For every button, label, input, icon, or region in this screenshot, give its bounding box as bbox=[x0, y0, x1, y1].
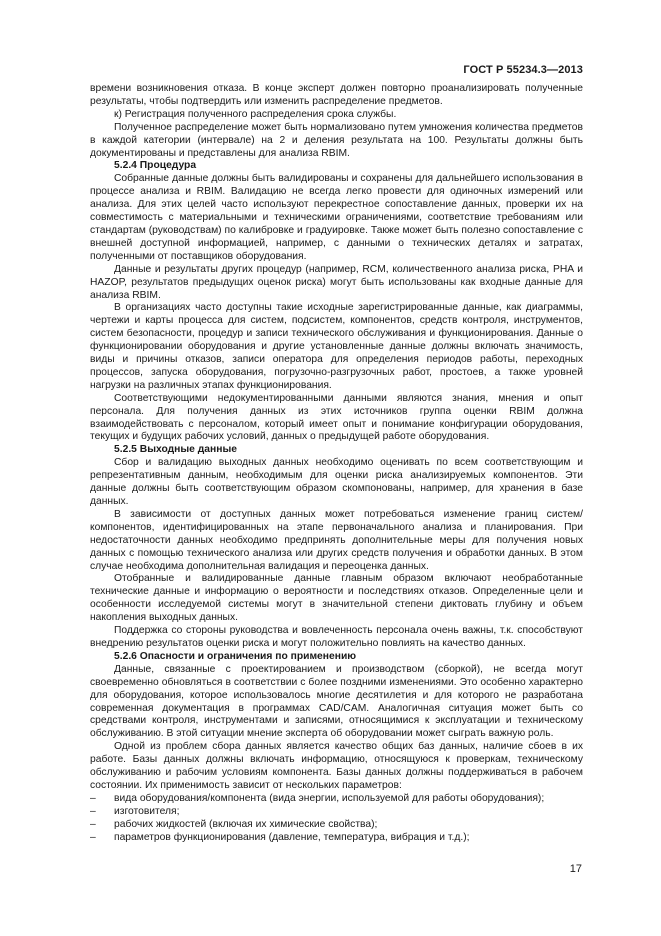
paragraph: В организациях часто доступны такие исходные зарегистрированные данные, как диаграммы, чертежи и карты процесса для систем, подсистем, компонентов, средств контроля, инструментов, систем безопасности, процедур и записи технического обслуживания и функционирования. Данные о функционировании оборудования и другие установленные данные должны включать значимость, виды и причины отказов, записи оператора для определения периодов работы, переходных процессов, запуска оборудования, погрузочно-разгрузочных работ, простоев, а также уровней нагрузки на различных этапах функционирования. bbox=[90, 302, 583, 391]
list-item-text: изготовителя; bbox=[114, 805, 180, 817]
list-item bbox=[90, 819, 583, 832]
document-body bbox=[90, 83, 583, 844]
page-number: 17 bbox=[569, 863, 582, 875]
list-dash: – bbox=[90, 805, 96, 817]
section-heading-5-2-4: 5.2.4 Процедура bbox=[114, 160, 197, 172]
paragraph: Данные, связанные с проектированием и производством (сборкой), не всегда могут своевременно обновляться в соответствии с более поздними изменениями. Это особенно характерно для оборудования, которое использовалось многие десятилетия и для которого не разработана современная документация в программах CAD/CAM. Аналогичная ситуация может быть со средствами контроля, инструментами и записями, относящимися к эксплуатации и техническому обслуживанию. В этой ситуации мнение эксперта об оборудовании может сыграть важную роль. bbox=[90, 663, 583, 740]
paragraph: Полученное распределение может быть нормализовано путем умножения количества предметов в каждой категории (интервале) на 2 и деления результата на 100. Результаты должны быть документированы и представлены для анализа RBIM. bbox=[90, 121, 583, 159]
paragraph: к) Регистрация полученного распределения срока службы. bbox=[114, 108, 397, 120]
parameter-list bbox=[90, 793, 583, 845]
paragraph: Отобранные и валидированные данные главным образом включают необработанные технические данные и информацию о вероятности и последствиях отказов. Определенные цели и особенности исследуемой системы могут в значительной степени диктовать глубину и объем накопления выходных данных. bbox=[90, 573, 583, 624]
document-id: ГОСТ Р 55234.3—2013 bbox=[463, 64, 583, 76]
list-item-text: параметров функционирования (давление, температура, вибрация и т.д.); bbox=[114, 831, 470, 843]
list-dash: – bbox=[90, 792, 96, 804]
list-item bbox=[90, 832, 583, 845]
section-heading-5-2-5: 5.2.5 Выходные данные bbox=[114, 444, 237, 456]
list-item-text: вида оборудования/компонента (вида энергии, используемой для работы оборудования); bbox=[114, 792, 545, 804]
list-item bbox=[90, 806, 583, 819]
paragraph: Данные и результаты других процедур (например, RCM, количественного анализа риска, PHA и HAZOP, результатов предыдущих оценок риска) могут быть использованы как входные данные для анализа RBIM. bbox=[90, 263, 583, 301]
section-heading-5-2-6: 5.2.6 Опасности и ограничения по применению bbox=[114, 650, 357, 662]
paragraph: Поддержка со стороны руководства и вовлеченность персонала очень важны, т.к. способствуют внедрению результатов оценки риска и могут положительно повлиять на качество данных. bbox=[90, 625, 583, 649]
paragraph: Одной из проблем сбора данных является качество общих баз данных, наличие сбоев в их работе. Базы данных должны включать информацию, относящуюся к проверкам, техническому обслуживанию и рабочим условиям компонента. Базы данных должны поддерживаться в рабочем состоянии. Их применимость зависит от нескольких параметров: bbox=[90, 741, 583, 791]
paragraph: В зависимости от доступных данных может потребоваться изменение границ систем/компонентов, идентифицированных на этапе первоначального анализа и планирования. При недостаточности данных необходимо предпринять дополнительные меры для получения новых данных с помощью технического анализа или других средств получения и обработки данных. В этом случае необходима дополнительная валидация и переоценка данных. bbox=[90, 508, 583, 572]
paragraph: времени возникновения отказа. В конце эксперт должен повторно проанализировать полученные результаты, чтобы подтвердить или изменить распределение предметов. bbox=[90, 83, 583, 107]
paragraph: Соответствующими недокументированными данными являются знания, мнения и опыт персонала. Для получения данных из этих источников группа оценки RBIM должна взаимодействовать с персоналом, который имеет опыт и понимание конфигурации оборудования, текущих и будущих рабочих условий, данных о предыдущей работе оборудования. bbox=[90, 392, 583, 443]
paragraph: Собранные данные должны быть валидированы и сохранены для дальнейшего использования в процессе анализа и RBIM. Валидацию не всегда легко провести для одиночных измерений или анализа. Для этих целей часто используют перекрестное сопоставление данных, проверки их на совместимость с материальными и техническими ограничениями, соответствие требованиям или стандартам (руководствам) по калибровке и градуировке. Также может быть полезно сопоставление с внешней доступной информацией, например, с данными о технических деталях и затратах, полученными от поставщиков оборудования. bbox=[90, 173, 583, 262]
list-dash: – bbox=[90, 831, 96, 843]
list-item bbox=[90, 793, 583, 806]
paragraph: Сбор и валидацию выходных данных необходимо оценивать по всем соответствующим и репрезентативным данным, необходимым для оценки риска анализируемых компонентов. Эти данные должны быть соответствующим образом скомпонованы, например, для хранения в базе данных. bbox=[90, 457, 583, 507]
list-dash: – bbox=[90, 818, 96, 830]
list-item-text: рабочих жидкостей (включая их химические свойства); bbox=[114, 818, 378, 830]
